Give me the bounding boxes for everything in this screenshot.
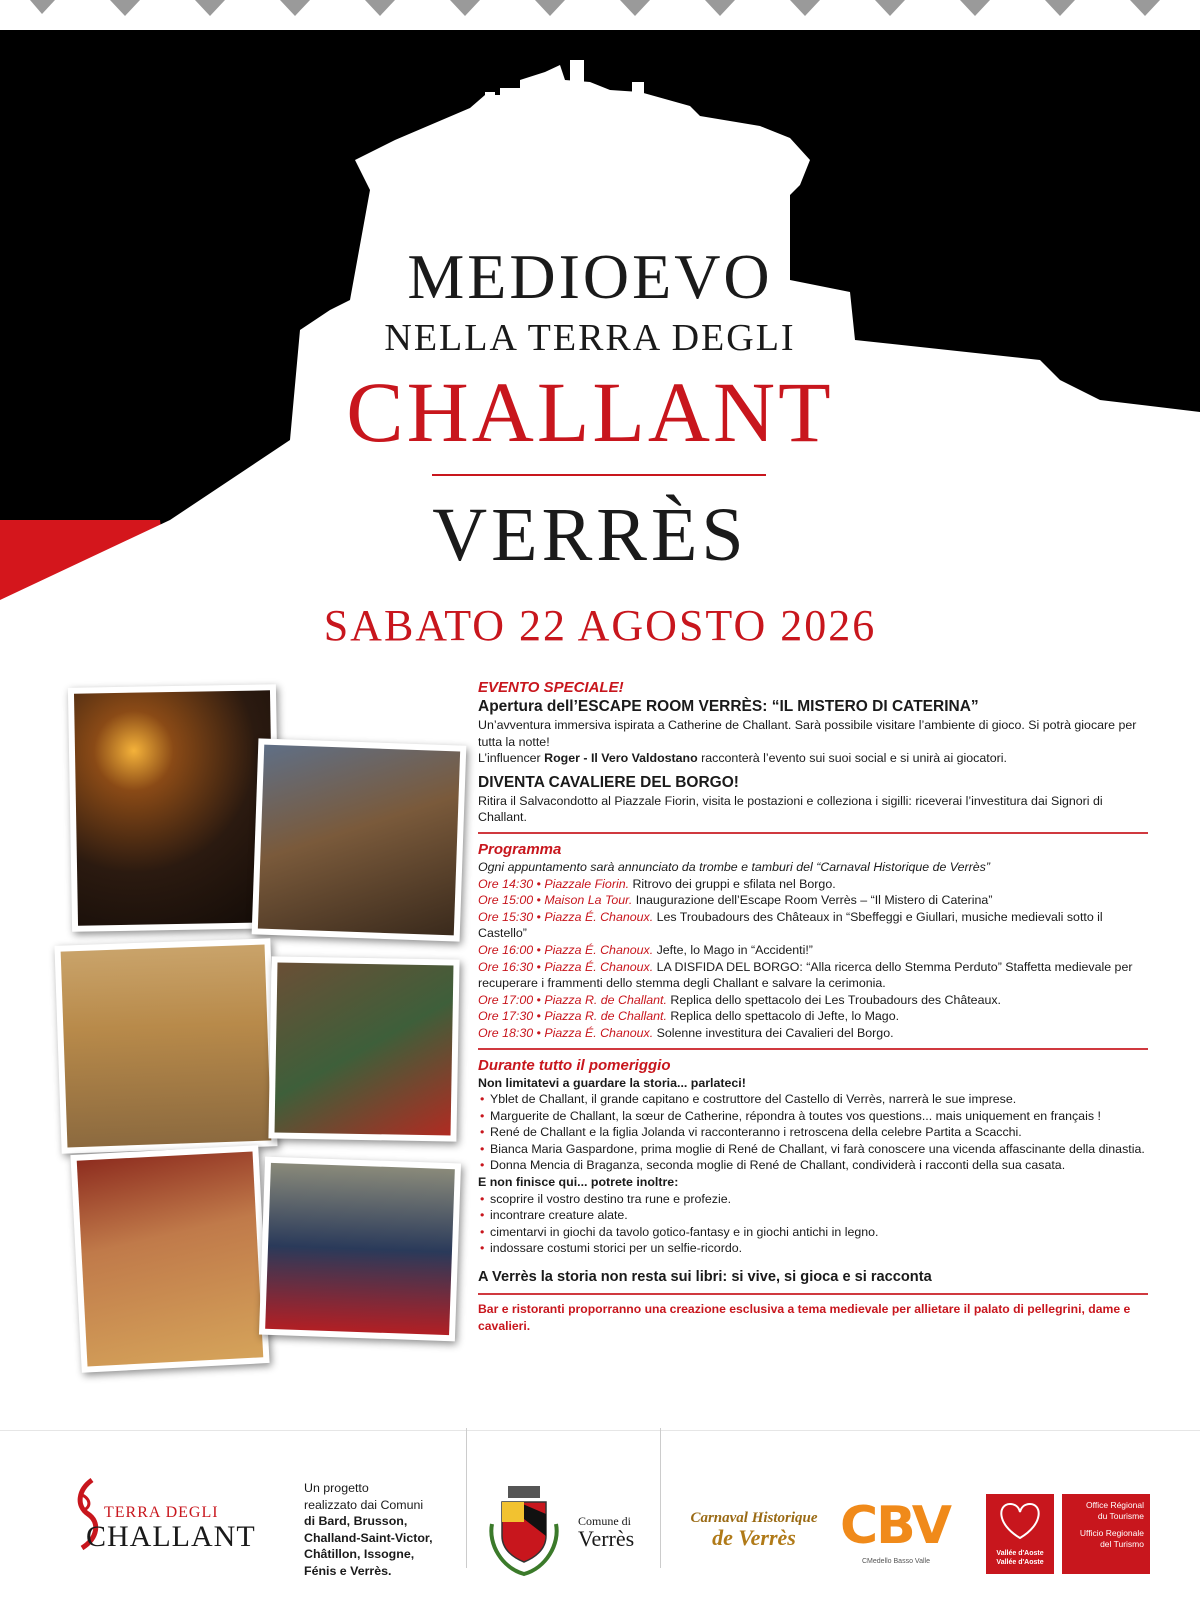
photo-drummers (259, 1157, 461, 1342)
more-intro: E non finisce qui... potrete inoltre: (478, 1175, 679, 1190)
schedule-row (478, 876, 1148, 893)
afternoon-intro: Non limitatevi a guardare la storia... parlateci! (478, 1075, 746, 1090)
carnaval-logo: Carnaval Historique de Verrès (690, 1510, 818, 1550)
program-intro: Ogni appuntamento sarà annunciato da trombe e tamburi del “Carnaval Historique de Verrès” (478, 859, 990, 874)
list-item: • Donna Mencia di Braganza, seconda moglie di René de Challant, condividerà i racconti della sua casata. (490, 1157, 1148, 1174)
schedule-time: Ore 16:30 • Piazza É. Chanoux. (478, 959, 654, 974)
schedule-row (478, 1025, 1148, 1042)
activities-list (478, 1191, 1148, 1257)
title-medioevo: MEDIOEVO (407, 241, 773, 312)
title-challant: CHALLANT (346, 364, 834, 460)
knight-description: Ritira il Salvacondotto al Piazzale Fiorin, visita le postazioni e colleziona i sigilli: riceverai l’investitura dai Signori di Challant. (478, 793, 1103, 825)
schedule-text: Solenne investitura dei Cavalieri del Borgo. (653, 1025, 894, 1040)
logo-terra-degli: TERRA DEGLI (104, 1504, 219, 1521)
tourism-office-logo: Office Régional du Tourisme Ufficio Regionale del Turismo (1062, 1494, 1150, 1574)
schedule-text: Inaugurazione dell’Escape Room Verrès – “Il Mistero di Caterina” (632, 893, 993, 908)
schedule-row (478, 892, 1148, 909)
characters-list (478, 1091, 1148, 1174)
section-divider (478, 832, 1148, 834)
schedule-time: Ore 17:30 • Piazza R. de Challant. (478, 1009, 667, 1024)
schedule-row (478, 959, 1148, 992)
comune-name: Verrès (578, 1526, 635, 1551)
comune-label: Comune di (578, 1514, 631, 1528)
section-divider (478, 1293, 1148, 1295)
schedule-text: Jefte, lo Mago in “Accidenti!” (653, 942, 813, 957)
list-item: • René de Challant e la figlia Jolanda vi racconteranno i retroscena della celebre Partita a Scacchi. (490, 1124, 1148, 1141)
title-verres: VERRÈS (432, 493, 748, 577)
list-item: • Marguerite de Challant, la sœur de Catherine, répondra à toutes vos questions... mais uniquement en français ! (490, 1108, 1148, 1125)
list-item: • cimentarvi in giochi da tavolo gotico-fantasy e in giochi antichi in legno. (490, 1224, 1148, 1241)
title-nella-terra: NELLA TERRA DEGLI (384, 317, 796, 359)
event-details (478, 678, 1148, 1335)
list-item: • incontrare creature alate. (490, 1207, 1148, 1224)
list-item: • scoprire il vostro destino tra rune e profezie. (490, 1191, 1148, 1208)
footer-divider (466, 1428, 467, 1568)
schedule-time: Ore 16:00 • Piazza É. Chanoux. (478, 942, 654, 957)
program-schedule (478, 876, 1148, 1042)
logo-challant: CHALLANT (86, 1520, 256, 1553)
schedule-text: Replica dello spettacolo di Jefte, lo Mago. (666, 1009, 900, 1024)
heart-icon (986, 1494, 1054, 1544)
photo-jester (268, 956, 459, 1141)
escape-room-description: Un’avventura immersiva ispirata a Catherine de Challant. Sarà possibile visitare l’ambiente di gioco. Si potrà giocare per tutta la notte! (478, 718, 1137, 749)
schedule-text: Ritrovo dei gruppi e sfilata nel Borgo. (629, 876, 836, 891)
photo-chess-game (54, 938, 277, 1153)
top-diamond-border (0, 0, 1200, 34)
schedule-time: Ore 15:00 • Maison La Tour. (478, 893, 633, 908)
schedule-row (478, 909, 1148, 942)
schedule-row (478, 942, 1148, 959)
project-credits: Un progetto realizzato dai Comuni di Bard, Brusson, Challand-Saint-Victor, Châtillon, Issogne, Fénis e Verrès. (304, 1481, 433, 1578)
schedule-row (478, 1008, 1148, 1025)
cbv-logo: CBV (840, 1496, 950, 1556)
list-item: • Bianca Maria Gaspardone, prima moglie di René de Challant, vi farà conoscere una vicenda affascinante della dinastia. (490, 1141, 1148, 1158)
program-heading: Programma (478, 840, 562, 858)
schedule-time: Ore 18:30 • Piazza É. Chanoux. (478, 1025, 654, 1040)
schedule-time: Ore 15:30 • Piazza É. Chanoux. (478, 909, 654, 924)
title-divider (432, 474, 766, 476)
schedule-time: Ore 17:00 • Piazza R. de Challant. (478, 992, 667, 1007)
photo-torch-lady (68, 684, 280, 932)
closing-slogan: A Verrès la storia non resta sui libri: si vive, si gioca e si racconta (478, 1269, 932, 1286)
influencer-note: L’influencer Roger - Il Vero Valdostano racconterà l’evento sui suoi social e si unirà ai giocatori. (478, 751, 1007, 766)
escape-room-title: Apertura dell’ESCAPE ROOM VERRÈS: “IL MISTERO DI CATERINA” (478, 698, 979, 715)
list-item: • indossare costumi storici per un selfie-ricordo. (490, 1240, 1148, 1257)
list-item: • Yblet de Challant, il grande capitano e costruttore del Castello di Verrès, narrerà le sue imprese. (490, 1091, 1148, 1108)
photo-musicians (252, 738, 467, 941)
special-event-heading: EVENTO SPECIALE! (478, 679, 624, 696)
schedule-text: Les Troubadours des Châteaux in “Sbeffeggi e Giullari, musiche medievali sotto il Castello” (478, 909, 1103, 941)
verres-coat-of-arms-icon (484, 1484, 564, 1580)
knight-heading: DIVENTA CAVALIERE DEL BORGO! (478, 773, 739, 791)
footer-divider (660, 1428, 661, 1568)
cbv-subtitle: CMedello Basso Valle (862, 1558, 930, 1565)
afternoon-heading: Durante tutto il pomeriggio (478, 1056, 671, 1074)
event-date: SABATO 22 AGOSTO 2026 (323, 601, 877, 650)
restaurant-note: Bar e ristoranti proporranno una creazione esclusiva a tema medievale per allietare il palato di pellegrini, dame e cavalieri. (478, 1302, 1131, 1334)
photo-lady-portrait (70, 1145, 269, 1373)
schedule-text: Replica dello spettacolo dei Les Troubadours des Châteaux. (666, 992, 1001, 1007)
vda-logo: Vallée d'Aoste Vallée d'Aoste (986, 1494, 1054, 1574)
section-divider (478, 1048, 1148, 1050)
schedule-row (478, 992, 1148, 1009)
schedule-text: LA DISFIDA DEL BORGO: “Alla ricerca dello Stemma Perduto” Staffetta medievale per recuperare i frammenti dello stemma degli Challant e salvare la cerimonia. (478, 959, 1133, 991)
schedule-time: Ore 14:30 • Piazzale Fiorin. (478, 876, 630, 891)
